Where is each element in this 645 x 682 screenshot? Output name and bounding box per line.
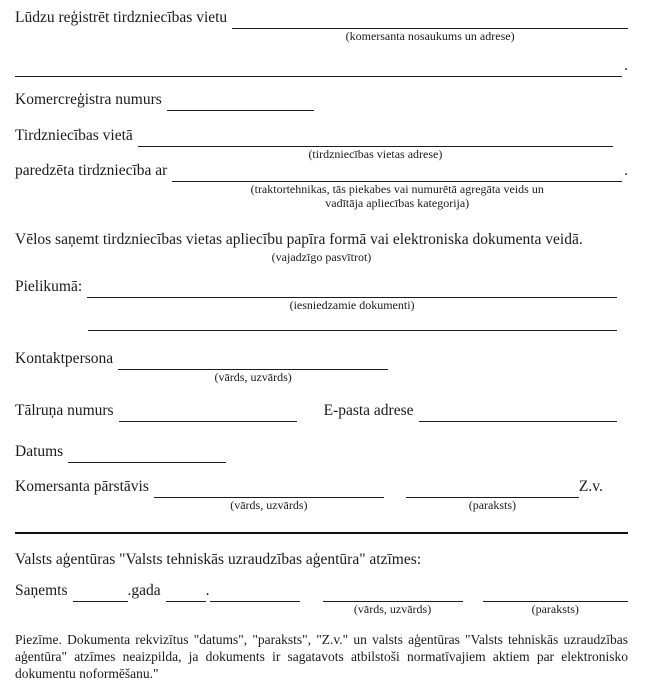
attachments-blank-2 [88,312,617,331]
request-period: . [624,57,628,74]
representative-row [15,477,628,512]
received-name-blank [323,581,463,616]
received-signature-blank [483,581,628,616]
attachments-row [15,277,628,312]
contact-person-label: Kontaktpersona [15,350,114,367]
contact-person-blank [118,349,388,384]
commercant-name-blank-2 [15,56,622,77]
agency-heading: Valsts aģentūras "Valsts tehniskās uzraudzības aģentūra" atzīmes: [15,551,422,568]
trade-with-hint-line1: (traktortehnikas, tās piekabes vai numurētā agregāta veids un [250,182,544,196]
representative-name-blank [154,477,384,512]
request-line [15,8,628,43]
date-blank [68,442,226,463]
attachments-blank [87,277,617,312]
trade-with-hint-line2: vadītāja apliecības kategorija) [325,196,470,210]
email-label: E-pasta adrese [323,402,414,419]
email-blank [419,401,617,422]
trade-place-hint: (tirdzniecības vietas adrese) [308,147,443,161]
request-label: Lūdzu reģistrēt tirdzniecības vietu [15,9,228,26]
attachments-label: Pielikumā: [15,278,83,295]
registry-number-row [15,90,628,111]
representative-signature-blank-line [406,477,579,498]
certificate-choice-text: Vēlos saņemt tirdzniecības vietas apliecību papīra formā vai elektroniska dokumenta veidā. [15,231,583,248]
representative-name-hint: (vārds, uzvārds) [230,498,308,512]
note-text: Piezīme. Dokumenta rekvizītus "datums", "paraksts", "Z.v." un valsts aģentūras "Valsts tehniskās uzraudzības aģentūra" atzīmes neaizpilda, ja dokuments ir sagatavots atbilstoši normatīvajiem aktiem par elektronisko dokumentu noformēšanu." [15,632,628,681]
received-label: Saņemts [15,582,68,599]
trade-with-label: paredzēta tirdzniecība ar [15,162,168,179]
certificate-choice-row [15,230,628,264]
received-name-hint: (vārds, uzvārds) [353,602,432,616]
trade-place-blank-line [138,126,613,147]
received-row [15,581,628,616]
trade-with-blank [172,161,622,210]
gada-label: .gada [127,582,161,599]
attachments-row-2 [15,312,628,331]
phone-blank-line [119,401,297,422]
received-month-blank [210,581,300,602]
representative-signature-hint: (paraksts) [468,498,517,512]
trade-place-blank [138,126,613,161]
attachments-hint: (iesniedzamie dokumenti) [289,298,415,312]
contact-person-hint: (vārds, uzvārds) [214,370,292,384]
trade-place-label: Tirdzniecības vietā [15,127,133,144]
received-dot: . [205,582,210,599]
phone-blank [119,401,297,422]
registry-number-blank-line [167,90,314,111]
seal-label: Z.v. [578,478,603,495]
commercant-name-blank-line [232,8,628,29]
registry-number-label: Komercreģistra numurs [15,91,162,108]
date-blank-line [68,442,226,463]
section-divider [15,532,628,534]
received-signature-blank-line [483,581,628,602]
received-signature-hint: (paraksts) [531,602,579,616]
date-row [15,442,628,463]
received-year-blank-line [73,581,128,602]
date-label: Datums [15,443,64,460]
trade-with-row [15,161,628,210]
representative-signature-blank [406,477,579,512]
phone-email-row [15,401,628,422]
trade-place-row [15,126,628,161]
trade-with-blank-line [172,161,622,182]
agency-heading-row [15,550,628,570]
received-day-blank-line [166,581,206,602]
contact-person-blank-line [118,349,388,370]
commercant-name-hint: (komersanta nosaukums un adrese) [345,29,515,43]
representative-name-blank-line [154,477,384,498]
attachments-blank-2-line [88,312,617,331]
email-blank-line [419,401,617,422]
trade-with-period: . [624,162,628,179]
request-line-2 [15,56,628,77]
phone-label: Tālruņa numurs [15,402,114,419]
received-name-blank-line [323,581,463,602]
received-day-blank [166,581,206,602]
received-month-blank-line [210,581,300,602]
representative-label: Komersanta pārstāvis [15,478,149,495]
commercant-name-blank [232,8,628,43]
registry-number-blank [167,90,314,111]
commercant-name-blank-2-line [15,56,622,77]
attachments-blank-line [87,277,617,298]
certificate-choice-hint: (vajadzīgo pasvītrot) [271,250,372,264]
contact-person-row [15,349,628,384]
received-year-blank [73,581,128,602]
